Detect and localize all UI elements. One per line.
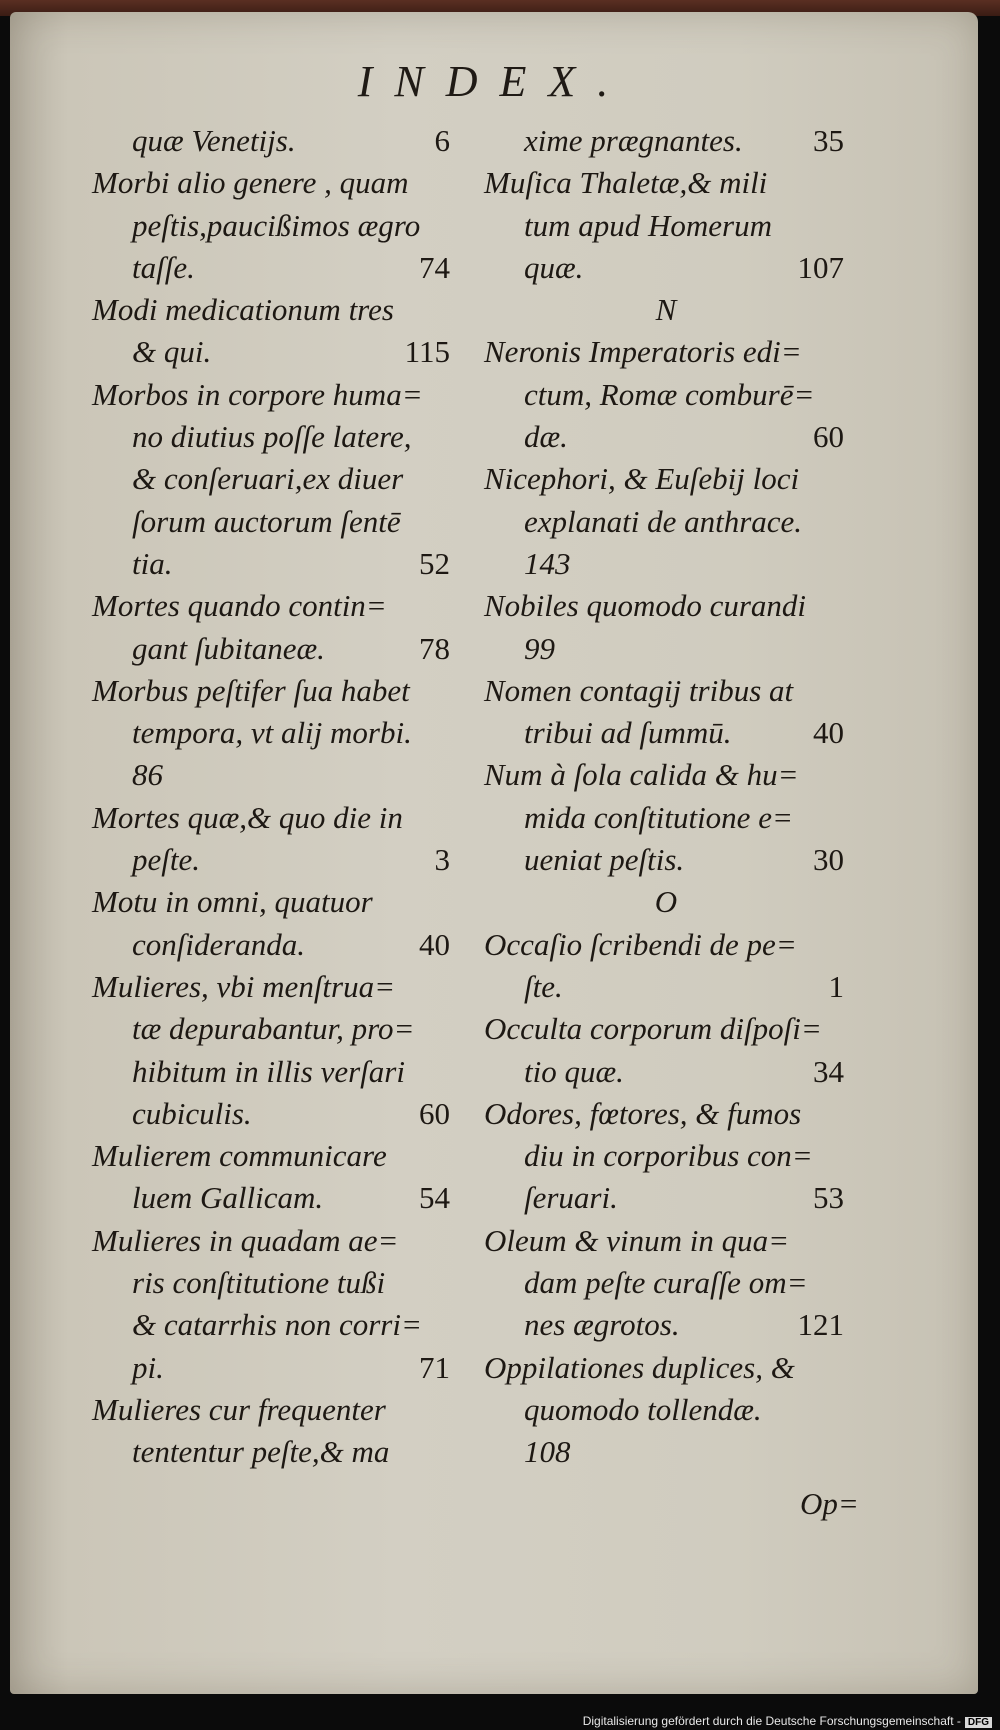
index-entry-line — [484, 374, 848, 416]
index-entry-line — [92, 1177, 454, 1219]
entry-text: tum apud Homerum — [524, 207, 772, 243]
entry-text: taſſe. — [132, 249, 195, 285]
entry-text: explanati de anthrace. — [524, 503, 803, 539]
entry-text: & qui. — [132, 334, 212, 370]
page-header: INDEX. — [357, 57, 631, 106]
index-entry-line — [92, 1220, 454, 1262]
digitization-credit — [583, 1714, 992, 1728]
index-entry-line — [484, 416, 848, 458]
entry-text: ſeruari. — [524, 1180, 618, 1216]
index-entry-line — [484, 1135, 848, 1177]
index-entry-line — [92, 1389, 454, 1431]
entry-text: & conſeruari,ex diuer — [132, 461, 404, 497]
index-entry-line — [484, 331, 848, 373]
entry-text: tententur peſte,& ma — [132, 1434, 390, 1470]
page-reference: 3 — [434, 842, 450, 878]
page-reference: 52 — [419, 545, 450, 581]
entry-text: N — [655, 292, 677, 328]
entry-text: Nicephori, & Euſebij loci — [484, 461, 800, 497]
index-entry-line — [92, 1304, 454, 1346]
index-entry-line — [484, 501, 848, 543]
entry-text: Morbus peſtifer ſua habet — [92, 672, 410, 708]
index-entry-line — [92, 670, 454, 712]
index-entry-line — [92, 754, 454, 796]
index-entry-line — [92, 712, 454, 754]
entry-text: 108 — [524, 1434, 571, 1470]
index-entry-line — [92, 331, 454, 373]
dfg-logo: DFG — [965, 1717, 992, 1728]
entry-text: hibitum in illis verſari — [132, 1053, 405, 1089]
entry-text: ſorum auctorum ſentē — [132, 503, 401, 539]
book-page — [10, 12, 978, 1694]
entry-text: Mortes quando contin= — [92, 588, 387, 624]
index-entry-line — [484, 797, 848, 839]
index-entry-line — [92, 247, 454, 289]
credit-text: Digitalisierung gefördert durch die Deutsche Forschungsgemeinschaft - — [582, 1714, 961, 1728]
index-entry-line — [92, 543, 454, 585]
index-column-right — [484, 120, 848, 1474]
entry-text: Occaſio ſcribendi de pe= — [484, 926, 797, 962]
index-entry-line — [92, 162, 454, 204]
page-reference: 40 — [419, 926, 450, 962]
index-entry-line — [484, 1262, 848, 1304]
entry-text: ueniat peſtis. — [524, 842, 685, 878]
index-entry-line — [484, 754, 848, 796]
page-reference: 78 — [419, 630, 450, 666]
index-entry-line — [484, 670, 848, 712]
page-reference: 115 — [404, 334, 450, 370]
index-entry-line — [92, 501, 454, 543]
index-entry-line — [484, 247, 848, 289]
page-reference: 1 — [828, 968, 844, 1004]
index-entry-line — [92, 881, 454, 923]
index-entry-line — [92, 1051, 454, 1093]
entry-text: & catarrhis non corri= — [132, 1307, 422, 1343]
index-entry-line — [484, 543, 848, 585]
index-entry-line — [484, 1220, 848, 1262]
entry-text: xime prægnantes. — [524, 123, 743, 158]
entry-text: Nobiles quomodo curandi — [484, 588, 807, 624]
index-entry-line — [484, 712, 848, 754]
page-reference: 34 — [813, 1053, 844, 1089]
index-entry-line — [484, 839, 848, 881]
entry-text: tempora, vt alij morbi. — [132, 715, 412, 751]
index-entry-line — [484, 1177, 848, 1219]
entry-text: gant ſubitaneæ. — [132, 630, 325, 666]
index-entry-line — [484, 924, 848, 966]
entry-text: dæ. — [524, 419, 568, 455]
index-entry-line — [92, 585, 454, 627]
entry-text: Occulta corporum diſpoſi= — [484, 1011, 822, 1047]
entry-text: Odores, fœtores, & fumos — [484, 1095, 802, 1131]
index-entry-line — [92, 924, 454, 966]
entry-text: diu in corporibus con= — [524, 1138, 813, 1174]
index-entry-line — [484, 585, 848, 627]
page-reference: 53 — [813, 1180, 844, 1216]
index-entry-line — [484, 628, 848, 670]
index-letter-heading — [484, 881, 848, 923]
index-entry-line — [484, 1008, 848, 1050]
entry-text: Morbi alio genere , quam — [92, 165, 409, 201]
page-reference: 54 — [419, 1180, 450, 1216]
entry-text: Mulierem communicare — [92, 1138, 387, 1174]
entry-text: tio quæ. — [524, 1053, 624, 1089]
page-reference: 6 — [434, 123, 450, 158]
index-entry-line — [92, 416, 454, 458]
page-reference: 107 — [797, 249, 844, 285]
index-entry-line — [92, 1347, 454, 1389]
index-entry-line — [484, 1304, 848, 1346]
entry-text: Nomen contagij tribus at — [484, 672, 794, 708]
index-entry-line — [92, 839, 454, 881]
entry-text: pi. — [132, 1349, 164, 1385]
index-entry-line — [484, 1093, 848, 1135]
page-reference: 35 — [813, 123, 844, 158]
index-entry-line — [484, 966, 848, 1008]
entry-text: Mulieres in quadam ae= — [92, 1222, 399, 1258]
index-entry-line — [484, 1431, 848, 1473]
entry-text: O — [654, 884, 678, 920]
entry-text: Neronis Imperatoris edi= — [484, 334, 802, 370]
page-reference: 40 — [813, 715, 844, 751]
index-entry-line — [484, 162, 848, 204]
entry-text: tæ depurabantur, pro= — [132, 1011, 415, 1047]
entry-text: Mulieres cur frequenter — [92, 1391, 386, 1427]
entry-text: Oleum & vinum in qua= — [484, 1222, 790, 1258]
entry-text: quomodo tollendæ. — [524, 1391, 762, 1427]
page-reference: 121 — [797, 1307, 844, 1343]
index-column-left — [92, 120, 454, 1474]
index-entry-line — [484, 1347, 848, 1389]
index-entry-line — [92, 1262, 454, 1304]
entry-text: ſte. — [524, 968, 563, 1004]
page-reference: 71 — [419, 1349, 450, 1385]
index-entry-line — [92, 374, 454, 416]
entry-text: Morbos in corpore huma= — [92, 376, 423, 412]
entry-text: no diutius poſſe latere, — [132, 419, 412, 455]
entry-text: quæ Venetijs. — [132, 123, 296, 158]
index-entry-line — [484, 458, 848, 500]
index-entry-line — [484, 205, 848, 247]
entry-text: dam peſte curaſſe om= — [524, 1265, 808, 1301]
entry-text: tribui ad ſummū. — [524, 715, 732, 751]
entry-text: nes ægrotos. — [524, 1307, 680, 1343]
entry-text: Oppilationes duplices, & — [484, 1349, 795, 1385]
index-entry-line — [484, 1051, 848, 1093]
index-entry-line — [92, 1008, 454, 1050]
page-reference: 60 — [813, 419, 844, 455]
page-reference: 30 — [813, 842, 844, 878]
index-entry-line — [92, 797, 454, 839]
entry-text: peſtis,paucißimos ægro — [132, 207, 421, 243]
entry-text: Num à ſola calida & hu= — [484, 757, 799, 793]
entry-text: cubiculis. — [132, 1095, 252, 1131]
entry-text: 143 — [524, 545, 571, 581]
entry-text: 86 — [132, 757, 163, 793]
entry-text: Modi medicationum tres — [92, 292, 394, 328]
entry-text: ctum, Romæ comburē= — [524, 376, 815, 412]
entry-text: peſte. — [132, 842, 200, 878]
index-entry-line — [92, 966, 454, 1008]
index-letter-heading — [484, 289, 848, 331]
page-reference: 74 — [419, 249, 450, 285]
index-entry-line — [92, 205, 454, 247]
entry-text: luem Gallicam. — [132, 1180, 324, 1216]
entry-text: quæ. — [524, 249, 584, 285]
page-reference: 60 — [419, 1095, 450, 1131]
catchword: Op= — [800, 1486, 859, 1521]
entry-text: ris conſtitutione tußi — [132, 1265, 386, 1301]
index-entry-line — [484, 120, 848, 162]
index-entry-line — [92, 1135, 454, 1177]
entry-text: conſideranda. — [132, 926, 306, 962]
entry-text: Motu in omni, quatuor — [92, 884, 373, 920]
index-entry-line — [92, 289, 454, 331]
index-entry-line — [92, 458, 454, 500]
index-entry-line — [484, 1389, 848, 1431]
index-entry-line — [92, 120, 454, 162]
entry-text: Mortes quæ,& quo die in — [92, 799, 403, 835]
entry-text: mida conſtitutione e= — [524, 799, 793, 835]
entry-text: 99 — [524, 630, 555, 666]
index-entry-line — [92, 1093, 454, 1135]
index-entry-line — [92, 1431, 454, 1473]
index-entry-line — [92, 628, 454, 670]
entry-text: tia. — [132, 545, 173, 581]
entry-text: Mulieres, vbi menſtrua= — [92, 968, 396, 1004]
entry-text: Muſica Thaletæ,& mili — [484, 165, 768, 201]
